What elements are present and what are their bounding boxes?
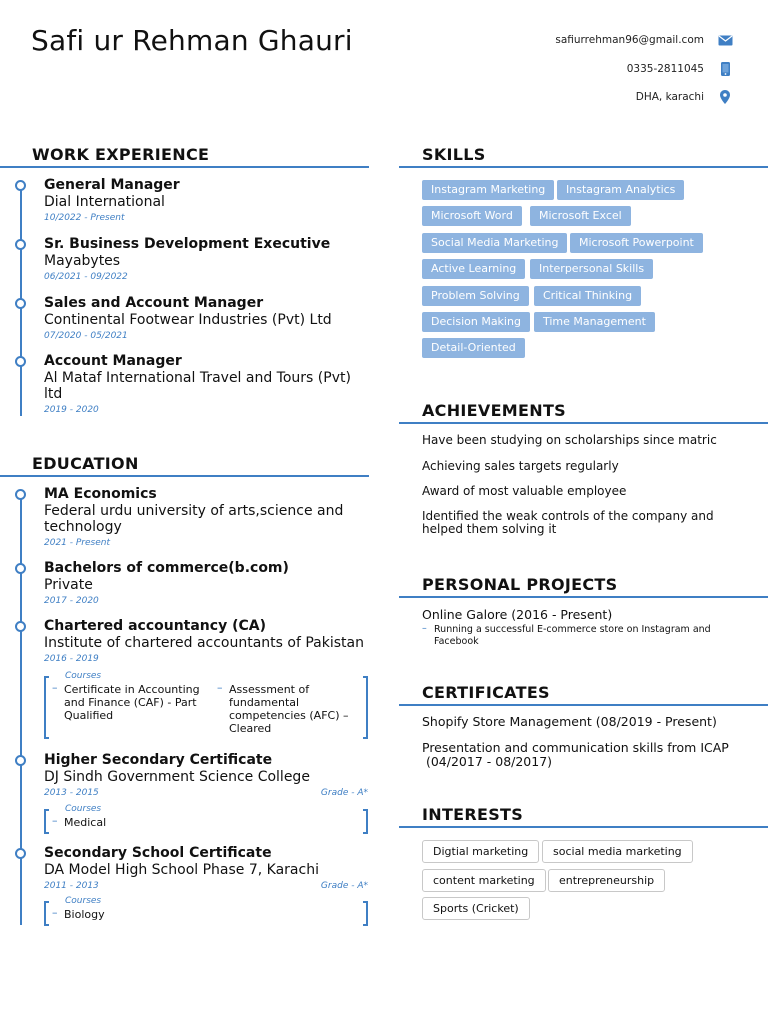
contact-phone — [555, 55, 734, 84]
school-name: Private — [44, 577, 93, 593]
job-title: Sales and Account Manager — [44, 295, 264, 311]
map-pin-icon — [716, 90, 734, 104]
bracket-right — [363, 809, 368, 834]
course-item — [52, 814, 107, 829]
skill-chip: Detail-Oriented — [422, 338, 525, 358]
degree-title: Secondary School Certificate — [44, 845, 272, 861]
skill-chip: Critical Thinking — [534, 286, 641, 306]
course-item — [52, 906, 105, 921]
grade: Grade - A* — [320, 881, 368, 891]
courses-label: Courses — [65, 804, 102, 814]
job-dates: 06/2021 - 09/2022 — [44, 272, 128, 282]
bracket-right — [363, 901, 368, 926]
school-name: Federal urdu university of arts,science and technology — [44, 503, 344, 535]
company-name: Dial International — [44, 194, 165, 210]
timeline-dot — [15, 848, 26, 859]
education-dates-row — [44, 787, 368, 799]
company-name: Mayabytes — [44, 253, 121, 269]
degree-title: Chartered accountancy (CA) — [44, 618, 266, 634]
interests-section-title: INTERESTS — [422, 805, 524, 824]
education-dates: 2016 - 2019 — [44, 654, 99, 664]
skill-chip: Time Management — [534, 312, 655, 332]
skill-chip: Social Media Marketing — [422, 233, 567, 253]
timeline-dot — [15, 489, 26, 500]
achievements-divider — [399, 422, 768, 424]
interest-tag: entrepreneurship — [548, 869, 665, 892]
email-text[interactable]: safiurrehman96@gmail.com — [555, 34, 704, 47]
work-entry — [44, 177, 374, 224]
education-dates: 2011 - 2013 — [44, 881, 99, 891]
education-section-title: EDUCATION — [32, 454, 139, 473]
job-title: Sr. Business Development Executive — [44, 236, 331, 252]
bullet-dash: – — [422, 623, 427, 634]
bracket-right — [363, 676, 368, 739]
courses-label: Courses — [65, 671, 102, 681]
work-divider — [0, 166, 369, 168]
job-dates: 10/2022 - Present — [44, 213, 125, 223]
achievement-item: Identified the weak controls of the company and helped them solving it — [422, 509, 714, 536]
course-item — [52, 681, 204, 722]
school-name: Institute of chartered accountants of Pakistan — [44, 635, 364, 651]
job-dates: 07/2020 - 05/2021 — [44, 331, 128, 341]
location-text: DHA, karachi — [635, 91, 704, 104]
course-text: Biology — [64, 908, 105, 921]
bracket-left — [44, 901, 49, 926]
contact-block — [555, 26, 734, 112]
school-name: DA Model High School Phase 7, Karachi — [44, 862, 319, 878]
course-text: Assessment of fundamental competencies (AFC) – Cleared — [229, 683, 349, 735]
company-name: Continental Footwear Industries (Pvt) Ltd — [44, 312, 332, 328]
degree-title: Bachelors of commerce(b.com) — [44, 560, 289, 576]
timeline-dot — [15, 563, 26, 574]
course-text: Medical — [64, 816, 107, 829]
achievement-item: Award of most valuable employee — [422, 484, 627, 498]
interest-tag: social media marketing — [542, 840, 693, 863]
contact-email — [555, 26, 734, 55]
skill-chip: Microsoft Excel — [530, 206, 631, 226]
contact-location — [555, 83, 734, 112]
skill-chip: Microsoft Powerpoint — [570, 233, 703, 253]
education-entry — [44, 486, 374, 549]
work-entry — [44, 236, 374, 283]
phone-icon — [716, 62, 734, 76]
bullet-dash: – — [217, 681, 223, 694]
courses-block — [44, 671, 368, 741]
skill-chip: Microsoft Word — [422, 206, 522, 226]
education-dates: 2021 - Present — [44, 538, 110, 548]
school-name: DJ Sindh Government Science College — [44, 769, 310, 785]
bullet-dash: – — [52, 814, 58, 827]
education-dates-row — [44, 880, 368, 892]
courses-block — [44, 896, 368, 926]
work-section-title: WORK EXPERIENCE — [32, 145, 210, 164]
project-bullet-text: Running a successful E-commerce store on Instagram and Facebook — [434, 624, 711, 647]
education-dates: 2013 - 2015 — [44, 788, 99, 798]
skills-divider — [399, 166, 768, 168]
project-bullet — [422, 623, 724, 647]
envelope-icon — [716, 35, 734, 46]
skill-chip: Instagram Analytics — [557, 180, 684, 200]
projects-divider — [399, 596, 768, 598]
certificate-item: Shopify Store Management (08/2019 - Present) — [422, 714, 717, 729]
timeline-dot — [15, 239, 26, 250]
candidate-name: Safi ur Rehman Ghauri — [31, 24, 353, 57]
company-name: Al Mataf International Travel and Tours (Pvt) ltd — [44, 370, 351, 402]
job-dates: 2019 - 2020 — [44, 405, 99, 415]
degree-title: MA Economics — [44, 486, 157, 502]
certificates-divider — [399, 704, 768, 706]
bracket-left — [44, 676, 49, 739]
education-entry — [44, 845, 368, 892]
grade: Grade - A* — [320, 788, 368, 798]
job-title: General Manager — [44, 177, 180, 193]
skill-chip: Decision Making — [422, 312, 530, 332]
achievements-section-title: ACHIEVEMENTS — [422, 401, 566, 420]
work-entry — [44, 353, 364, 416]
skill-chip: Interpersonal Skills — [530, 259, 653, 279]
skill-chip: Active Learning — [422, 259, 525, 279]
education-entry — [44, 618, 374, 665]
skills-section-title: SKILLS — [422, 145, 486, 164]
certificate-item: Presentation and communication skills from ICAP (04/2017 - 08/2017) — [422, 740, 729, 769]
projects-section-title: PERSONAL PROJECTS — [422, 575, 618, 594]
phone-text[interactable]: 0335-2811045 — [626, 62, 704, 75]
education-timeline — [20, 495, 22, 925]
courses-block — [44, 804, 368, 834]
timeline-dot — [15, 356, 26, 367]
interest-tag: Sports (Cricket) — [422, 897, 530, 920]
skill-chip: Problem Solving — [422, 286, 529, 306]
bracket-left — [44, 809, 49, 834]
timeline-dot — [15, 298, 26, 309]
interests-divider — [399, 826, 768, 828]
skill-chip: Instagram Marketing — [422, 180, 554, 200]
course-item — [217, 681, 354, 735]
education-dates: 2017 - 2020 — [44, 596, 99, 606]
bullet-dash: – — [52, 681, 58, 694]
education-entry — [44, 752, 368, 799]
bullet-dash: – — [52, 906, 58, 919]
interest-tag: Digtial marketing — [422, 840, 539, 863]
achievement-item: Achieving sales targets regularly — [422, 459, 619, 473]
job-title: Account Manager — [44, 353, 182, 369]
education-entry — [44, 560, 374, 607]
education-divider — [0, 475, 369, 477]
work-entry — [44, 295, 374, 342]
timeline-dot — [15, 755, 26, 766]
certificates-section-title: CERTIFICATES — [422, 683, 550, 702]
project-title: Online Galore (2016 - Present) — [422, 607, 613, 622]
courses-label: Courses — [65, 896, 102, 906]
achievement-item: Have been studying on scholarships since matric — [422, 433, 717, 447]
timeline-dot — [15, 180, 26, 191]
course-text: Certificate in Accounting and Finance (CAF) - Part Qualified — [64, 683, 200, 722]
interest-tag: content marketing — [422, 869, 546, 892]
timeline-dot — [15, 621, 26, 632]
degree-title: Higher Secondary Certificate — [44, 752, 273, 768]
